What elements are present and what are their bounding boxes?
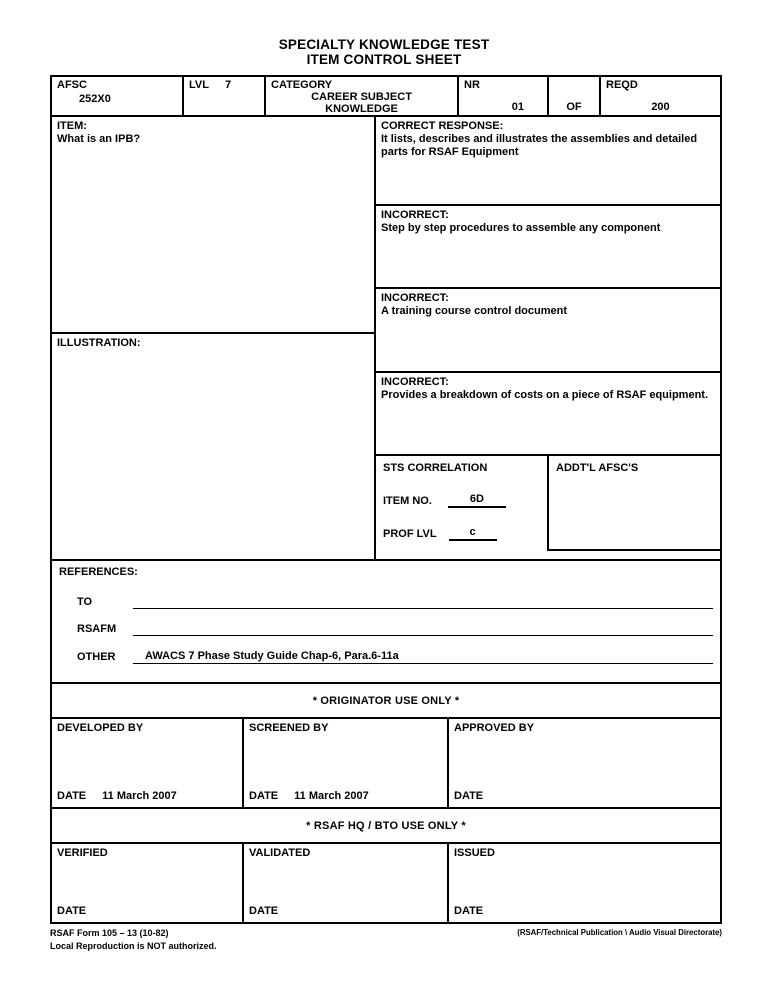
item-label: ITEM: [57, 120, 87, 132]
incorrect-text-2: A training course control document [381, 305, 567, 317]
validated-cell [242, 844, 447, 922]
category-value-line2: KNOWLEDGE [325, 103, 398, 115]
references-label: REFERENCES: [59, 566, 138, 578]
nr-label: NR [464, 79, 480, 91]
rsafm-field-line [133, 622, 713, 636]
lvl-value: 7 [224, 79, 232, 91]
category-value-line1: CAREER SUBJECT [311, 91, 412, 103]
category-label: CATEGORY [271, 79, 333, 91]
form-title-line1: SPECIALTY KNOWLEDGE TEST [278, 37, 490, 52]
reproduction-note: Local Reproduction is NOT authorized. [50, 941, 217, 951]
footer-left [50, 927, 217, 953]
screened-date-label: DATE [249, 790, 279, 802]
prof-lvl-value: c [449, 526, 497, 541]
issued-label: ISSUED [454, 847, 495, 859]
other-field-line: AWACS 7 Phase Study Guide Chap-6, Para.6-11a [133, 649, 713, 664]
lvl-label: LVL [189, 79, 209, 91]
approved-date-label: DATE [454, 790, 484, 802]
reqd-value: 200 [651, 101, 670, 113]
reqd-label: REQD [606, 79, 638, 91]
issued-cell [447, 844, 720, 922]
correct-response-label: CORRECT RESPONSE: [381, 120, 504, 132]
approved-date-row [454, 790, 715, 802]
developed-by-label: DEVELOPED BY [57, 722, 144, 734]
category-cell [264, 77, 457, 115]
verified-label: VERIFIED [57, 847, 108, 859]
originator-use-only-banner: * ORIGINATOR USE ONLY * [52, 682, 720, 717]
afsc-value: 252X0 [79, 93, 111, 105]
footer [50, 927, 722, 953]
to-field-line [133, 595, 713, 609]
form-title-line2: ITEM CONTROL SHEET [306, 52, 462, 67]
of-cell [547, 77, 599, 115]
rsafm-label: RSAFM [77, 623, 117, 635]
incorrect-response-cell-2 [376, 287, 720, 371]
afsc-label: AFSC [57, 79, 87, 91]
form-number: RSAF Form 105 – 13 (10-82) [50, 928, 169, 938]
illustration-cell [52, 334, 374, 559]
issued-date-label: DATE [454, 905, 484, 917]
nr-value: 01 [511, 101, 524, 113]
prof-lvl-row [383, 526, 540, 541]
incorrect-response-cell-1 [376, 204, 720, 287]
other-row [77, 649, 713, 664]
incorrect-label-2: INCORRECT: [381, 292, 449, 304]
references-section [52, 559, 720, 682]
sts-addtl-row [376, 454, 720, 559]
incorrect-label-3: INCORRECT: [381, 376, 449, 388]
correct-response-cell [376, 117, 720, 204]
developed-date-value: 11 March 2007 [102, 790, 177, 802]
verified-date-label: DATE [57, 905, 87, 917]
to-row [77, 595, 713, 609]
left-column [52, 117, 374, 559]
afsc-cell [52, 77, 182, 115]
item-no-row [383, 493, 540, 508]
hq-signature-row [52, 842, 720, 922]
correct-response-text: It lists, describes and illustrates the assemblies and detailed parts for RSAF Equipment [381, 133, 698, 158]
right-column [374, 117, 720, 559]
item-no-label: ITEM NO. [383, 495, 432, 507]
form-table [50, 75, 722, 924]
main-row [52, 115, 720, 559]
validated-date-row [249, 905, 442, 917]
reqd-cell [599, 77, 720, 115]
rsaf-hq-bto-banner: * RSAF HQ / BTO USE ONLY * [52, 807, 720, 842]
sts-correlation-label: STS CORRELATION [383, 462, 488, 474]
form-title [0, 37, 768, 67]
lvl-cell [182, 77, 264, 115]
developed-date-row [57, 790, 237, 802]
other-label: OTHER [77, 651, 116, 663]
directorate-note: (RSAF/Technical Publication \ Audio Visual Directorate) [517, 928, 722, 937]
sts-correlation-cell [376, 456, 547, 559]
item-cell [52, 117, 374, 334]
addtl-afscs-cell [547, 456, 720, 551]
validated-date-label: DATE [249, 905, 279, 917]
illustration-label: ILLUSTRATION: [57, 337, 141, 349]
verified-date-row [57, 905, 237, 917]
screened-by-cell [242, 719, 447, 807]
incorrect-text-3: Provides a breakdown of costs on a piece of RSAF equipment. [381, 389, 709, 401]
issued-date-row [454, 905, 715, 917]
approved-by-cell [447, 719, 720, 807]
screened-by-label: SCREENED BY [249, 722, 329, 734]
item-question: What is an IPB? [57, 133, 141, 145]
verified-cell [52, 844, 242, 922]
screened-date-row [249, 790, 442, 802]
originator-signature-row [52, 717, 720, 807]
header-row [52, 77, 720, 115]
validated-label: VALIDATED [249, 847, 311, 859]
approved-by-label: APPROVED BY [454, 722, 535, 734]
developed-date-label: DATE [57, 790, 87, 802]
prof-lvl-label: PROF LVL [383, 528, 437, 540]
to-label: TO [77, 596, 93, 608]
developed-by-cell [52, 719, 242, 807]
item-no-value: 6D [448, 493, 506, 508]
rsafm-row [77, 622, 713, 636]
incorrect-response-cell-3 [376, 371, 720, 454]
screened-date-value: 11 March 2007 [294, 790, 369, 802]
addtl-afscs-label: ADDT'L AFSC'S [556, 462, 639, 474]
nr-cell [457, 77, 547, 115]
incorrect-text-1: Step by step procedures to assemble any component [381, 222, 661, 234]
incorrect-label-1: INCORRECT: [381, 209, 449, 221]
of-label: OF [566, 101, 582, 113]
